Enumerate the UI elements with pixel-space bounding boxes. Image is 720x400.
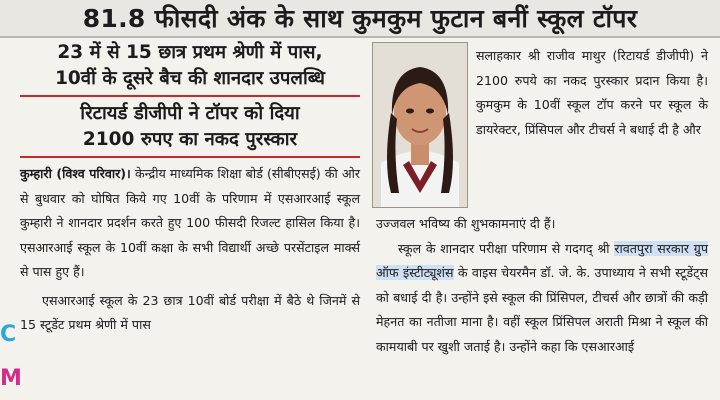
right-paragraph-2-rest: के वाइस चेयरमैन डॉ. जे. के. उपाध्याय ने सभी स्टूडेंट्स को बधाई दी है। उन्होंने इसे स्कूल की प्रिंसिपल, टीचर्स और छात्रों की कड़ी मेहनत का नतीजा माना है। वहीं स्कूल प्रिंसिपल अराती मिश्रा ने स्कूल की कामयाबी पर खुशी जताई है। उन्होंने कहा कि एसआरआई [376,265,708,354]
left-body-text [20,162,360,338]
print-mark-c: C [0,322,17,347]
right-paragraph-2 [376,237,708,360]
subhead-line-2: 10वीं के दूसरे बैच की शानदार उपलब्धि [55,68,325,89]
red-divider [20,95,360,97]
subhead-line-1: 23 में से 15 छात्र प्रथम श्रेणी में पास, [57,42,323,63]
left-paragraph-2: एसआरआई स्कूल के 23 छात्र 10वीं बोर्ड परीक्षा में बैठे थे जिनमें से 15 स्टूडेंट प्रथम श्रेणी में पास [20,292,360,332]
print-mark-m: M [0,366,22,391]
right-column-top-text: सलाहकार श्री राजीव माथुर (रिटायर्ड डीजीपी) ने 2100 रुपये का नकद पुरस्कार प्रदान किया है। कुमकुम के 10वीं स्कूल टॉप करने पर स्कूल के डायरेक्टर, प्रिंसिपल और टीचर्स ने बधाई दी है और [476,48,708,137]
subhead-line-3: रिटायर्ड डीजीपी ने टॉपर को दिया [80,103,300,124]
subhead-line-4: 2100 रुपए का नकद पुरस्कार [82,129,298,150]
red-divider-2 [20,156,360,158]
right-closing-line: उज्जवल भविष्य की शुभकामनाएं दी हैं। [376,216,556,231]
right-paragraph-2-start: स्कूल के शानदार परीक्षा परिणाम से गदगद् श्री [398,240,610,256]
portrait-illustration [373,43,467,207]
right-column-bottom-text [376,212,708,359]
headline: 81.8 फीसदी अंक के साथ कुमकुम फुटान बनीं स्कूल टॉपर [82,4,638,33]
highlighted-text: रावतपुरा सरकार ग्रुप ऑफ इंस्टीट्यूशंस [376,240,709,280]
byline: कुम्हारी (विश्व परिवार)। [20,166,131,181]
left-column [20,40,360,338]
left-paragraph-1-text: केन्द्रीय माध्यमिक शिक्षा बोर्ड (सीबीएसई) की ओर से बुधवार को घोषित किये गए 10वीं के परिणाम में एसआरआई स्कूल कुम्हारी ने शानदार प्रदर्शन करते हुए 100 फीसदी रिजल्ट हासिल किया है। एसआरआई स्कूल के 10वीं कक्षा के सभी विद्यार्थी अच्छे परसेंटाइल मार्क्स से पास हुए हैं। [20,166,360,279]
student-photo [372,42,468,208]
left-paragraph-1 [20,162,360,285]
